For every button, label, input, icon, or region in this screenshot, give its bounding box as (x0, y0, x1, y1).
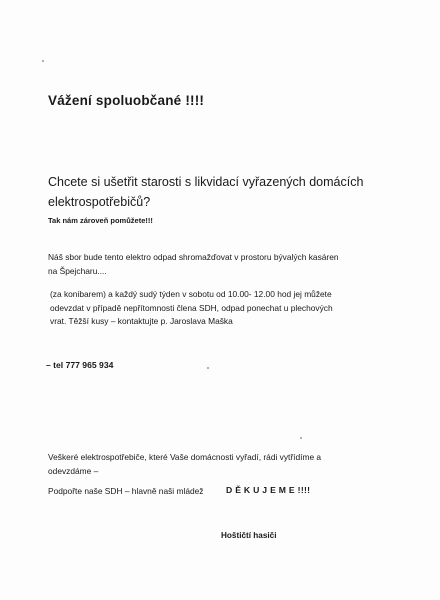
schedule-paragraph (50, 288, 333, 329)
sorting-paragraph (48, 451, 321, 478)
paragraph-line: Náš sbor bude tento elektro odpad shromažďovat v prostoru bývalých kasáren (48, 252, 339, 262)
scan-speck (207, 367, 209, 369)
paragraph-line: odevzdáme – (48, 465, 99, 476)
thanks-text: D Ě K U J E M E !!!! (226, 485, 311, 495)
scan-speck (42, 60, 44, 62)
greeting-heading: Vážení spoluobčané !!!! (48, 93, 205, 108)
support-text: Podpořte naše SDH – hlavně naši mládež (48, 486, 204, 496)
phone-number: – tel 777 965 934 (46, 360, 114, 370)
collection-paragraph (48, 251, 339, 278)
paragraph-line: (za konibarem) a každý sudý týden v sobotu od 10.00- 12.00 hod jej můžete (50, 289, 332, 299)
paragraph-line: odevzdat v případě nepřítomnosti člena SDH, odpad ponechat u plechových (50, 302, 333, 313)
scan-speck (300, 437, 302, 439)
signature: Hoštičtí hasiči (221, 531, 277, 540)
paragraph-line: Veškeré elektrospotřebiče, které Vaše domácnosti vyřadí, rádi vytřídíme a (48, 452, 322, 462)
help-request-text: Tak nám zároveň pomůžete!!! (48, 216, 153, 225)
paragraph-line: na Špejcharu.... (48, 265, 107, 276)
paragraph-line: vrat. Těžší kusy – kontaktujte p. Jaroslava Maška (50, 316, 233, 326)
question-text: Chcete si ušetřit starosti s likvidací vyřazených domácích elektrospotřebičů? (48, 175, 364, 209)
